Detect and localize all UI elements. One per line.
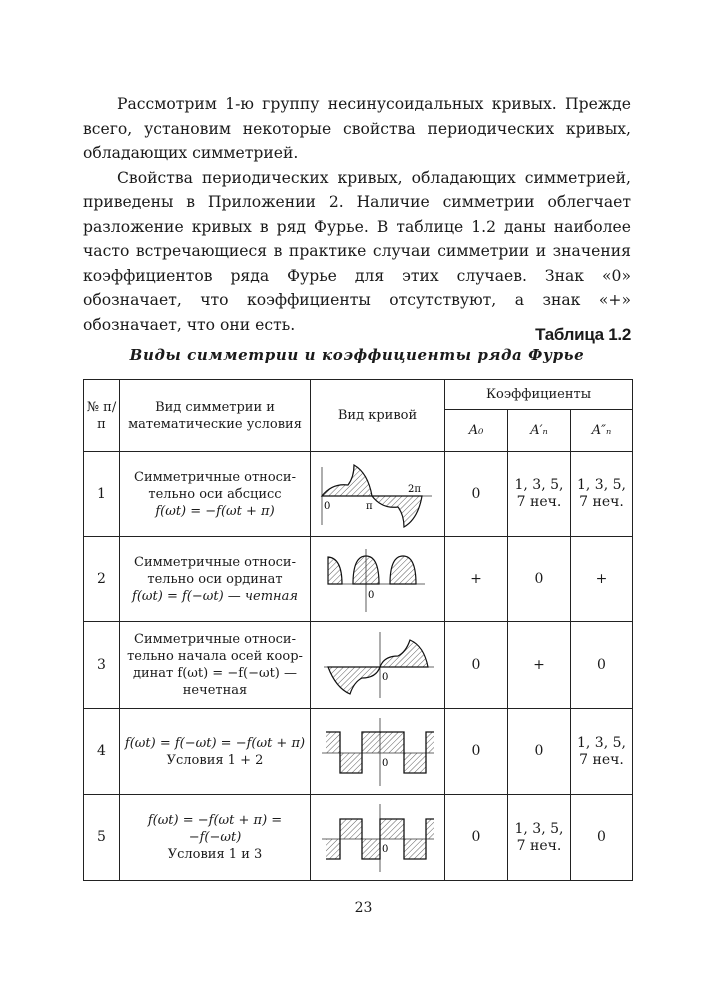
condition-line: тельно оси абсцисс [148, 486, 282, 502]
a0-value: 0 [445, 622, 508, 709]
label-2pi: 2π [408, 484, 421, 495]
a0-value: 0 [445, 795, 508, 881]
fourier-symmetry-table [83, 379, 633, 881]
label-zero: 0 [324, 501, 331, 512]
odd-harmonic-curve [320, 459, 435, 529]
condition-formula: f(ωt) = f(−ωt) = −f(ωt + π) [124, 735, 306, 751]
table-row [84, 795, 633, 881]
an-prime-value: + [508, 622, 571, 709]
label-zero: 0 [381, 757, 388, 769]
row-num: 3 [84, 622, 120, 709]
table-row [84, 622, 633, 709]
paragraph-2: Свойства периодических кривых, обладающих симметрией, приведены в Приложении 2. Наличие симметрии облегчает разложение кривых в ряд Фурье. В таблице 1.2 даны наиболее часто встречающиеся в практике случаи симметрии и значения коэффициентов ряда Фурье для этих случаев. Знак «0» обозначает, что коэффициенты отсутствуют, а знак «+» обозначает, что они есть. [83, 168, 631, 334]
label-pi: π [366, 501, 373, 512]
curve-cell [311, 452, 445, 537]
condition-formula: f(ωt) = −f(ωt + π) = −f(−ωt) [147, 813, 283, 845]
table-title: Виды симметрии и коэффициенты ряда Фурье [129, 346, 585, 364]
a0-value: 0 [445, 452, 508, 537]
an-double-prime-value: + [571, 537, 633, 622]
condition-line: нечетная [182, 683, 248, 698]
page-number: 23 [354, 900, 373, 916]
square-wave-even-curve [318, 716, 438, 788]
condition-formula: f(ωt) = −f(ωt + π) [155, 503, 275, 519]
label-zero: 0 [381, 843, 388, 855]
header-curve: Вид кривой [311, 380, 445, 452]
condition-line: Симметричные относи- [134, 554, 296, 570]
row-condition [120, 709, 311, 795]
condition-formula: динат f(ωt) = −f(−ωt) — [132, 666, 298, 681]
a0-value: 0 [445, 709, 508, 795]
rectified-sine-curve [320, 544, 435, 614]
an-double-prime-value: 1, 3, 5, 7 неч. [571, 709, 633, 795]
condition-line: Симметричные относи- [134, 632, 296, 647]
a0-value: + [445, 537, 508, 622]
row-condition [120, 452, 311, 537]
an-double-prime-value: 1, 3, 5, 7 неч. [571, 452, 633, 537]
row-num: 2 [84, 537, 120, 622]
condition-line: тельно начала осей коор- [127, 649, 303, 664]
an-prime-value: 0 [508, 709, 571, 795]
header-symmetry: Вид симметрии и математические условия [120, 380, 311, 452]
condition-line: Симметричные относи- [134, 469, 296, 485]
header-num: № п/п [84, 380, 120, 452]
label-zero: 0 [381, 672, 388, 683]
an-prime-value: 0 [508, 537, 571, 622]
row-condition [120, 537, 311, 622]
table-row [84, 452, 633, 537]
square-wave-odd-curve [318, 802, 438, 874]
an-prime-value: 1, 3, 5, 7 неч. [508, 452, 571, 537]
curve-cell [311, 709, 445, 795]
curve-cell [311, 795, 445, 881]
curve-cell [311, 537, 445, 622]
condition-line: тельно оси ординат [147, 571, 283, 587]
row-condition [120, 795, 311, 881]
an-double-prime-value: 0 [571, 622, 633, 709]
row-num: 4 [84, 709, 120, 795]
condition-line: Условия 1 + 2 [166, 752, 264, 768]
an-prime-value: 1, 3, 5, 7 неч. [508, 795, 571, 881]
row-condition [120, 622, 311, 709]
header-an-double-prime: A″ₙ [571, 410, 633, 452]
condition-line: Условия 1 и 3 [167, 847, 263, 862]
curve-cell [311, 622, 445, 709]
table-row [84, 537, 633, 622]
odd-function-curve [318, 630, 438, 700]
header-an-prime: A′ₙ [508, 410, 571, 452]
header-a0: A₀ [445, 410, 508, 452]
paragraph-1: Рассмотрим 1-ю группу несинусоидальных кривых. Прежде всего, установим некоторые свойства периодических кривых, обладающих симметрией. [83, 95, 631, 162]
an-double-prime-value: 0 [571, 795, 633, 881]
body-text [83, 92, 631, 337]
table-label: Таблица 1.2 [535, 325, 631, 344]
condition-formula: f(ωt) = f(−ωt) — четная [132, 588, 298, 604]
row-num: 5 [84, 795, 120, 881]
table-row [84, 709, 633, 795]
header-coefficients: Коэффициенты [445, 380, 633, 410]
row-num: 1 [84, 452, 120, 537]
label-zero: 0 [368, 590, 375, 601]
